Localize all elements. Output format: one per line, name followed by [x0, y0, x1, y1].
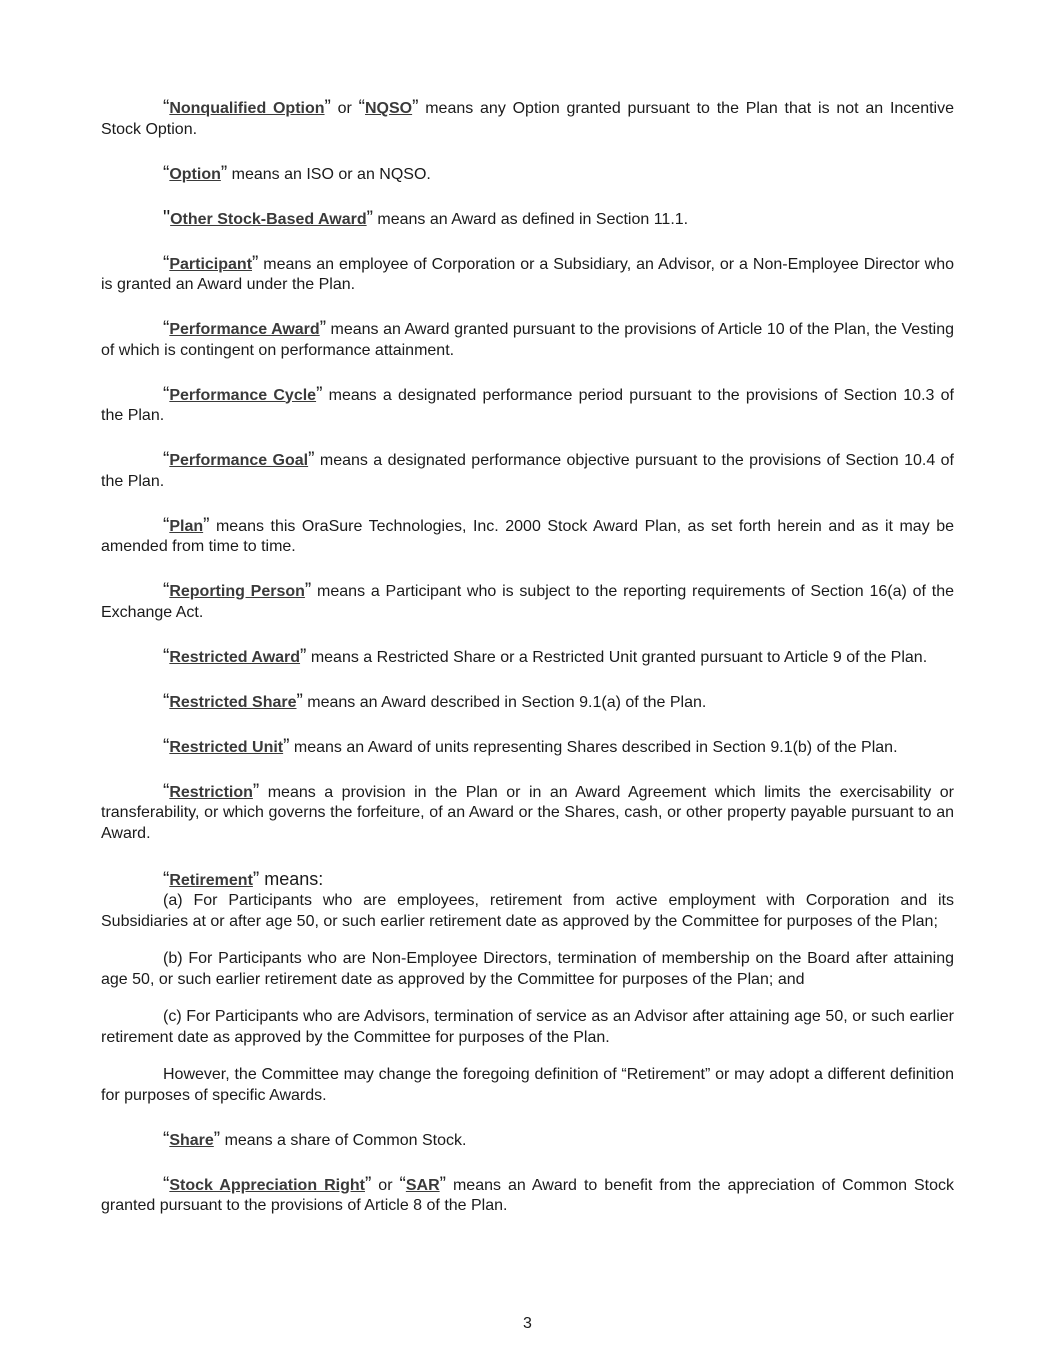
definition-restricted-unit: “Restricted Unit” means an Award of units representing Shares described in Section 9.1(b) of the Plan. — [163, 735, 898, 757]
definition-text: means an Award to benefit from the appreciation of Common Stock granted pursuant to the provisions of Article 8 of the Plan. — [101, 1176, 955, 1214]
defined-term: Option — [169, 165, 221, 183]
retirement-clause-a: (a) For Participants who are employees, retirement from active employment with Corporation and its Subsidiaries at or after age 50, or such earlier retirement date as approved by the Committee for purposes of the Plan; — [101, 892, 954, 930]
defined-term: Nonqualified Option — [169, 100, 325, 117]
defined-term: Restriction — [169, 783, 253, 801]
defined-term: SAR — [405, 1176, 440, 1194]
defined-term: Restricted Share — [169, 693, 297, 711]
definition-text: means an Award as defined in Section 11.1. — [372, 210, 689, 228]
definition-reporting-person: “Reporting Person” means a Participant who is subject to the reporting requirements of Section 16(a) of the Exchange Act. — [101, 580, 955, 621]
defined-term: Restricted Award — [169, 648, 301, 666]
definition-retirement: “Retirement” means: — [163, 868, 324, 890]
defined-term: Stock Appreciation Right — [169, 1176, 365, 1194]
defined-term: NQSO — [364, 100, 413, 117]
defined-term: Reporting Person — [169, 583, 305, 600]
definition-performance-award: “Performance Award” means an Award granted pursuant to the provisions of Article 10 of the Plan, the Vesting of which is contingent on performance attainment. — [101, 318, 955, 359]
definition-text: means a designated performance period pursuant to the provisions of Section 10.3 of the Plan. — [101, 386, 954, 424]
definition-text: means an employee of Corporation or a Subsidiary, an Advisor, or a Non-Employee Director who is granted an Award under the Plan. — [101, 255, 954, 293]
defined-term: Participant — [169, 255, 253, 273]
defined-term: Performance Award — [169, 321, 320, 338]
retirement-clause-c: (c) For Participants who are Advisors, termination of service as an Advisor after attaining age 50, or such earlier retirement date as approved by the Committee for purposes of the Plan. — [101, 1008, 954, 1046]
definition-text: means an Award described in Section 9.1(a) of the Plan. — [302, 693, 707, 711]
retirement-however: However, the Committee may change the foregoing definition of “Retirement” or may adopt a different definition for purposes of specific Awards. — [101, 1066, 954, 1104]
defined-term: Restricted Unit — [169, 738, 284, 756]
defined-term: Other Stock-Based Award — [170, 210, 367, 228]
definition-text: means this OraSure Technologies, Inc. 2000 Stock Award Plan, as set forth herein and as it may be amended from time to time. — [101, 517, 954, 555]
definition-nonqualified-option: “Nonqualified Option” or “NQSO” means any Option granted pursuant to the Plan that is not an Incentive Stock Option. — [101, 97, 954, 138]
definition-performance-goal: “Performance Goal” means a designated performance objective pursuant to the provisions of Section 10.4 of the Plan. — [101, 449, 955, 490]
definition-text: means a Participant who is subject to the reporting requirements of Section 16(a) of the Exchange Act. — [101, 583, 955, 621]
definition-text: means an Award of units representing Shares described in Section 9.1(b) of the Plan. — [289, 738, 898, 756]
definition-text: means a provision in the Plan or in an Award Agreement which limits the exercisability or transferability, or which governs the forfeiture, of an Award or the Shares, cash, or other property payable pursuant to an Award. — [101, 783, 954, 842]
defined-term: Performance Cycle — [169, 386, 317, 404]
definition-participant: “Participant” means an employee of Corporation or a Subsidiary, an Advisor, or a Non-Employee Director who is granted an Award under the Plan. — [101, 252, 954, 293]
defined-term: Retirement — [169, 871, 253, 889]
page-number: 3 — [523, 1315, 532, 1332]
definition-text: means an ISO or an NQSO. — [227, 165, 431, 183]
definition-text: means an Award granted pursuant to the provisions of Article 10 of the Plan, the Vesting of which is contingent on performance attainment. — [101, 321, 955, 359]
definition-text: means any Option granted pursuant to the Plan that is not an Incentive Stock Option. — [101, 100, 954, 138]
definition-text: means a designated performance objective pursuant to the provisions of Section 10.4 of the Plan. — [101, 452, 955, 490]
definition-text: means a Restricted Share or a Restricted Unit granted pursuant to Article 9 of the Plan. — [306, 648, 928, 666]
definition-text: means a share of Common Stock. — [220, 1131, 467, 1149]
definition-plan: “Plan” means this OraSure Technologies, Inc. 2000 Stock Award Plan, as set forth herein and as it may be amended from time to time. — [101, 514, 954, 555]
definition-stock-appreciation-right: “Stock Appreciation Right” or “SAR” means an Award to benefit from the appreciation of Common Stock granted pursuant to the provisions of Article 8 of the Plan. — [101, 1173, 955, 1214]
definition-restriction: “Restriction” means a provision in the Plan or in an Award Agreement which limits the exercisability or transferability, or which governs the forfeiture, of an Award or the Shares, cash, or other property payable pursuant to an Award. — [101, 780, 954, 842]
defined-term: Performance Goal — [169, 452, 309, 469]
definition-option: “Option” means an ISO or an NQSO. — [163, 162, 431, 184]
defined-term: Share — [169, 1131, 214, 1149]
defined-term: Plan — [169, 517, 204, 535]
definition-restricted-share: “Restricted Share” means an Award described in Section 9.1(a) of the Plan. — [163, 690, 707, 712]
definition-performance-cycle: “Performance Cycle” means a designated performance period pursuant to the provisions of Section 10.3 of the Plan. — [101, 383, 954, 424]
retirement-clause-b: (b) For Participants who are Non-Employee Directors, termination of membership on the Board after attaining age 50, or such earlier retirement date as approved by the Committee for purposes of the Plan; and — [101, 950, 954, 988]
definition-other-stock-based-award: "Other Stock-Based Award” means an Award as defined in Section 11.1. — [163, 206, 689, 229]
definition-restricted-award: “Restricted Award” means a Restricted Share or a Restricted Unit granted pursuant to Article 9 of the Plan. — [163, 645, 928, 667]
definition-share: “Share” means a share of Common Stock. — [163, 1128, 467, 1150]
document-page — [101, 99, 954, 1241]
